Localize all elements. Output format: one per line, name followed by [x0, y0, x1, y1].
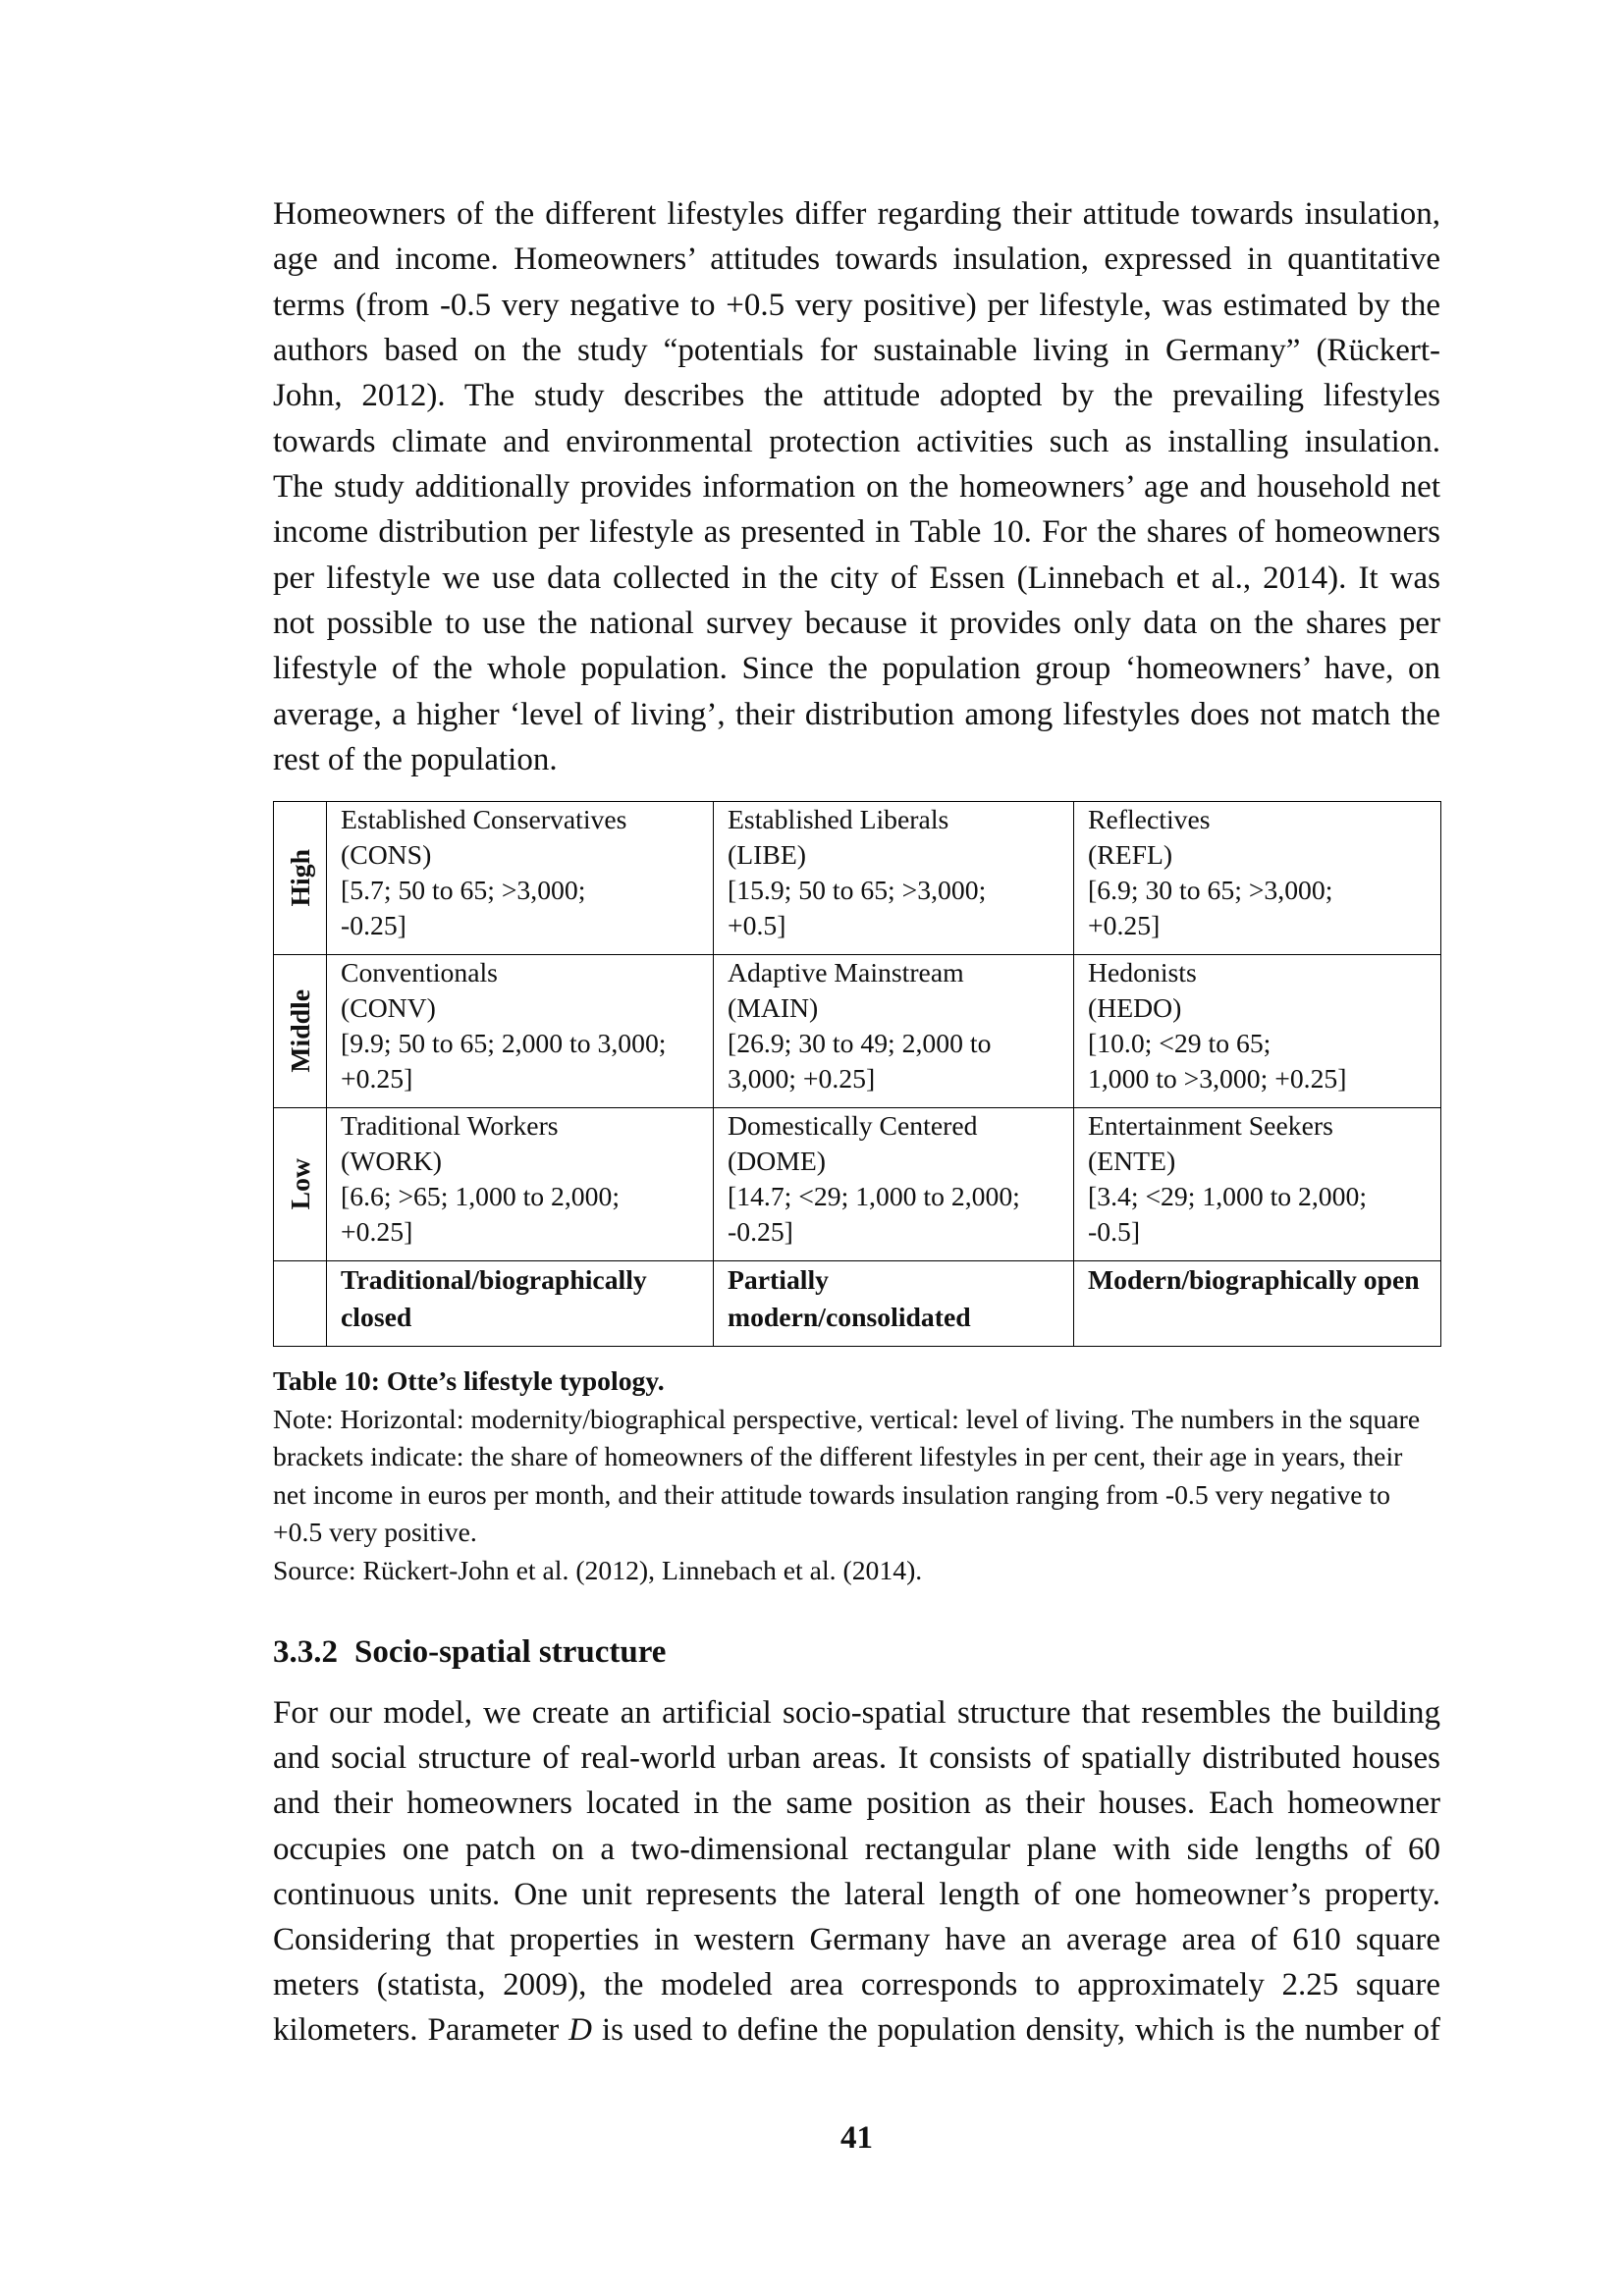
- paragraph-line: and their homeowners located in the same position as their houses. Each homeowner: [273, 1786, 1440, 1822]
- level-label: Low: [284, 1158, 315, 1210]
- line-text: kilometers. Parameter: [273, 2012, 569, 2049]
- paragraph-line: John, 2012). The study describes the attitude adopted by the prevailing lifestyles: [273, 378, 1440, 414]
- lifestyle-name: Traditional Workers: [341, 1110, 559, 1141]
- caption-note-line: +0.5 very positive.: [273, 1517, 477, 1548]
- variable-d: D: [568, 2012, 593, 2049]
- column-footer-traditional: [327, 1261, 714, 1347]
- lifestyle-values: [26.9; 30 to 49; 2,000 to: [728, 1028, 992, 1058]
- lifestyle-values: [14.7; <29; 1,000 to 2,000;: [728, 1181, 1020, 1211]
- line-text: is used to define the population density, which is the number of: [592, 2012, 1440, 2049]
- table-cell-libe: [714, 802, 1074, 955]
- footer-line: Modern/biographically open: [1088, 1264, 1420, 1295]
- paragraph-line: lifestyle of the whole population. Since the population group ‘homeowners’ have, on: [273, 651, 1440, 687]
- lifestyle-name: Conventionals: [341, 957, 498, 988]
- lifestyle-name: Hedonists: [1088, 957, 1197, 988]
- table-cell-conv: [327, 955, 714, 1108]
- paragraph-line: rest of the population.: [273, 742, 558, 778]
- paragraph-line: meters (statista, 2009), the modeled area corresponds to approximately 2.25 square: [273, 1967, 1440, 2003]
- footer-line: Partially: [728, 1264, 830, 1295]
- level-label: High: [284, 849, 315, 907]
- row-label-high: [274, 802, 327, 955]
- lifestyle-values: -0.25]: [728, 1216, 793, 1247]
- lifestyle-values: -0.25]: [341, 910, 406, 940]
- lifestyle-code: (REFL): [1088, 839, 1173, 870]
- table-cell-cons: [327, 802, 714, 955]
- paragraph-line: not possible to use the national survey because it provides only data on the shares per: [273, 606, 1440, 642]
- footer-line: closed: [341, 1302, 412, 1332]
- lifestyle-name: Established Liberals: [728, 804, 949, 834]
- table-cell-ente: [1074, 1108, 1441, 1261]
- lifestyle-name: Entertainment Seekers: [1088, 1110, 1333, 1141]
- paragraph-line: age and income. Homeowners’ attitudes towards insulation, expressed in quantitative: [273, 241, 1440, 278]
- table-cell-hedo: [1074, 955, 1441, 1108]
- lifestyle-code: (CONS): [341, 839, 432, 870]
- row-label-middle: [274, 955, 327, 1108]
- page-number: 41: [840, 2120, 873, 2156]
- table-cell-refl: [1074, 802, 1441, 955]
- lifestyle-code: (HEDO): [1088, 992, 1182, 1023]
- column-footer-partially-modern: [714, 1261, 1074, 1347]
- paragraph-line: occupies one patch on a two-dimensional rectangular plane with side lengths of 60: [273, 1831, 1440, 1867]
- lifestyle-values: [9.9; 50 to 65; 2,000 to 3,000;: [341, 1028, 667, 1058]
- paragraph-line: Considering that properties in western Germany have an average area of 610 square: [273, 1922, 1440, 1958]
- footer-line: Traditional/biographically: [341, 1264, 647, 1295]
- lifestyle-name: Reflectives: [1088, 804, 1211, 834]
- lifestyle-code: (MAIN): [728, 992, 819, 1023]
- caption-note-line: Note: Horizontal: modernity/biographical perspective, vertical: level of living. The numbers in the square: [273, 1403, 1421, 1434]
- table-cell-work: [327, 1108, 714, 1261]
- paragraph-line: income distribution per lifestyle as presented in Table 10. For the shares of homeowners: [273, 514, 1440, 551]
- lifestyle-values: +0.25]: [1088, 910, 1161, 940]
- paragraph-line: Homeowners of the different lifestyles differ regarding their attitude towards insulation,: [273, 196, 1440, 232]
- lifestyle-code: (DOME): [728, 1146, 826, 1176]
- table-caption: [273, 1362, 1440, 1590]
- caption-note-line: brackets indicate: the share of homeowners of the different lifestyles in per cent, their age in years, their: [273, 1441, 1403, 1472]
- section-number: 3.3.2: [273, 1634, 338, 1670]
- lifestyle-values: +0.5]: [728, 910, 786, 940]
- paragraph-line: For our model, we create an artificial socio-spatial structure that resembles the building: [273, 1695, 1440, 1731]
- lifestyle-name: Adaptive Mainstream: [728, 957, 964, 988]
- paragraph-line: and social structure of real-world urban areas. It consists of spatially distributed houses: [273, 1740, 1440, 1777]
- lifestyle-values: [15.9; 50 to 65; >3,000;: [728, 875, 987, 905]
- lifestyle-values: +0.25]: [341, 1063, 413, 1094]
- lifestyle-typology-table: [273, 801, 1441, 1347]
- body-paragraph-2: [273, 1690, 1440, 2054]
- paragraph-line: The study additionally provides information on the homeowners’ age and household net: [273, 469, 1440, 506]
- row-label-low: [274, 1108, 327, 1261]
- footer-empty-cell: [274, 1261, 327, 1347]
- table-cell-main: [714, 955, 1074, 1108]
- table-cell-dome: [714, 1108, 1074, 1261]
- lifestyle-values: [10.0; <29 to 65;: [1088, 1028, 1271, 1058]
- lifestyle-code: (CONV): [341, 992, 436, 1023]
- paragraph-line: per lifestyle we use data collected in the city of Essen (Linnebach et al., 2014). It was: [273, 560, 1440, 596]
- lifestyle-values: +0.25]: [341, 1216, 413, 1247]
- lifestyle-values: [3.4; <29; 1,000 to 2,000;: [1088, 1181, 1368, 1211]
- lifestyle-values: [5.7; 50 to 65; >3,000;: [341, 875, 586, 905]
- lifestyle-code: (ENTE): [1088, 1146, 1176, 1176]
- paragraph-line: continuous units. One unit represents the lateral length of one homeowner’s property.: [273, 1876, 1440, 1912]
- paragraph-line: towards climate and environmental protection activities such as installing insulation.: [273, 423, 1440, 459]
- lifestyle-name: Domestically Centered: [728, 1110, 978, 1141]
- paragraph-line: authors based on the study “potentials for sustainable living in Germany” (Rückert-: [273, 333, 1440, 369]
- lifestyle-values: [6.6; >65; 1,000 to 2,000;: [341, 1181, 621, 1211]
- lifestyle-code: (WORK): [341, 1146, 443, 1176]
- paragraph-line: [273, 2007, 1440, 2053]
- body-paragraph-1: [273, 191, 1440, 782]
- lifestyle-values: 3,000; +0.25]: [728, 1063, 876, 1094]
- caption-title: Table 10: Otte’s lifestyle typology.: [273, 1365, 665, 1396]
- lifestyle-name: Established Conservatives: [341, 804, 627, 834]
- level-label: Middle: [284, 989, 315, 1073]
- section-title: Socio-spatial structure: [354, 1634, 667, 1670]
- caption-note-line: net income in euros per month, and their attitude towards insulation ranging from -0.5 very negative to: [273, 1478, 1390, 1510]
- caption-source: Source: Rückert-John et al. (2012), Linnebach et al. (2014).: [273, 1554, 923, 1585]
- section-heading: [273, 1629, 666, 1675]
- footer-line: modern/consolidated: [728, 1302, 971, 1332]
- lifestyle-values: [6.9; 30 to 65; >3,000;: [1088, 875, 1333, 905]
- lifestyle-values: -0.5]: [1088, 1216, 1141, 1247]
- paragraph-line: terms (from -0.5 very negative to +0.5 very positive) per lifestyle, was estimated by the: [273, 287, 1440, 323]
- column-footer-modern: [1074, 1261, 1441, 1347]
- lifestyle-values: 1,000 to >3,000; +0.25]: [1088, 1063, 1347, 1094]
- lifestyle-code: (LIBE): [728, 839, 806, 870]
- paragraph-line: average, a higher ‘level of living’, their distribution among lifestyles does not match the: [273, 696, 1440, 732]
